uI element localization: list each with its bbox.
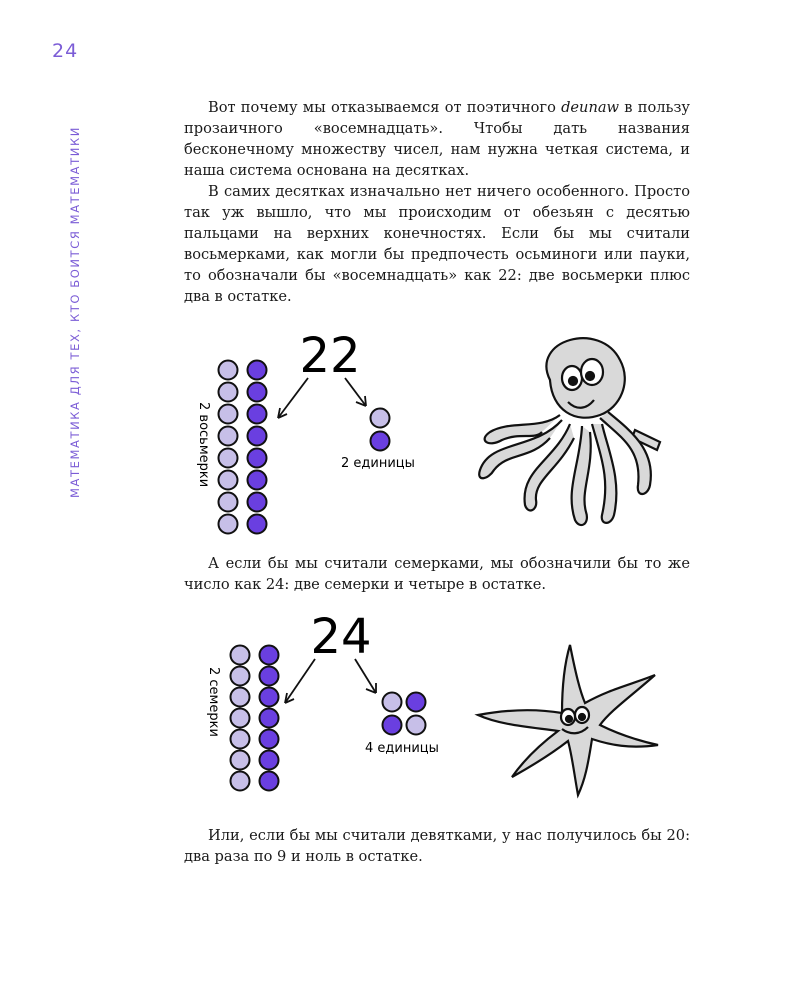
bead <box>260 646 279 665</box>
bead <box>260 751 279 770</box>
bead <box>248 383 267 402</box>
figure-base-seven-svg <box>190 605 690 805</box>
bead <box>219 515 238 534</box>
bead <box>248 449 267 468</box>
bead <box>260 772 279 791</box>
unit-bead <box>371 409 390 428</box>
text-block-intro <box>184 97 690 307</box>
bead <box>231 709 250 728</box>
bead <box>248 427 267 446</box>
bead <box>260 688 279 707</box>
bead <box>219 449 238 468</box>
paragraph-1: Вот почему мы отказываемся от поэтичного deunaw в пользу прозаичного «восемнадцать». Чтобы дать названия бесконечному множеству чисел, нам нужна четкая система, и наша система основана на десятках. <box>184 99 690 179</box>
unit-beads <box>383 693 426 735</box>
figure-base-eight <box>190 320 690 535</box>
bead <box>248 515 267 534</box>
paragraph-4: Или, если бы мы считали девятками, у нас получилось бы 20: два раза по 9 и ноль в остатке. <box>184 827 690 865</box>
figure-base-eight-svg <box>190 320 690 535</box>
bead <box>219 361 238 380</box>
bead <box>260 730 279 749</box>
units-label: 2 единицы <box>341 456 415 471</box>
bead <box>231 688 250 707</box>
arrow-left <box>285 659 315 703</box>
text-block-base-seven <box>184 553 690 595</box>
unit-beads <box>371 409 390 451</box>
italic-word: deunaw <box>561 99 620 116</box>
bead <box>248 361 267 380</box>
figure-base-seven <box>190 605 690 805</box>
bead <box>231 730 250 749</box>
running-head <box>68 78 86 498</box>
bead-columns <box>231 646 279 791</box>
unit-bead <box>383 716 402 735</box>
unit-bead <box>383 693 402 712</box>
big-number: 24 <box>310 609 372 665</box>
paragraph-3: А если бы мы считали семерками, мы обозначили бы то же число как 24: две семерки и четыре в остатке. <box>184 555 690 593</box>
running-head-text: МАТЕМАТИКА ДЛЯ ТЕХ, КТО БОИТСЯ МАТЕМАТИКИ <box>68 126 82 498</box>
bead <box>219 383 238 402</box>
unit-bead <box>407 693 426 712</box>
bead <box>248 405 267 424</box>
bead <box>248 493 267 512</box>
arrowhead-left <box>285 693 294 703</box>
unit-bead <box>371 432 390 451</box>
bead <box>231 751 250 770</box>
unit-bead <box>407 716 426 735</box>
units-label: 4 единицы <box>365 741 439 756</box>
octopus-illustration <box>479 338 660 525</box>
bead <box>219 493 238 512</box>
groups-label: 2 семерки <box>206 667 221 737</box>
bead <box>219 427 238 446</box>
bead <box>248 471 267 490</box>
arrowhead-right <box>356 396 366 406</box>
page-number: 24 <box>52 40 79 62</box>
arrow-left <box>278 378 308 418</box>
bead <box>260 667 279 686</box>
paragraph-2: В самих десятках изначально нет ничего особенного. Просто так уж вышло, что мы происходим от обезьян с десятью пальцами на верхних конечностях. Если бы мы считали восьмерками, как могли бы предпочесть осьминоги или пауки, то обозначали бы «восемнадцать» как 22: две восьмерки плюс два в остатке. <box>184 183 690 305</box>
bead <box>231 772 250 791</box>
big-number: 22 <box>299 328 361 384</box>
starfish-illustration <box>478 645 658 795</box>
bead-columns <box>219 361 267 534</box>
bead <box>231 667 250 686</box>
bead <box>260 709 279 728</box>
text-block-base-nine <box>184 825 690 867</box>
bead <box>219 471 238 490</box>
bead <box>231 646 250 665</box>
groups-label: 2 восьмерки <box>196 402 211 488</box>
bead <box>219 405 238 424</box>
